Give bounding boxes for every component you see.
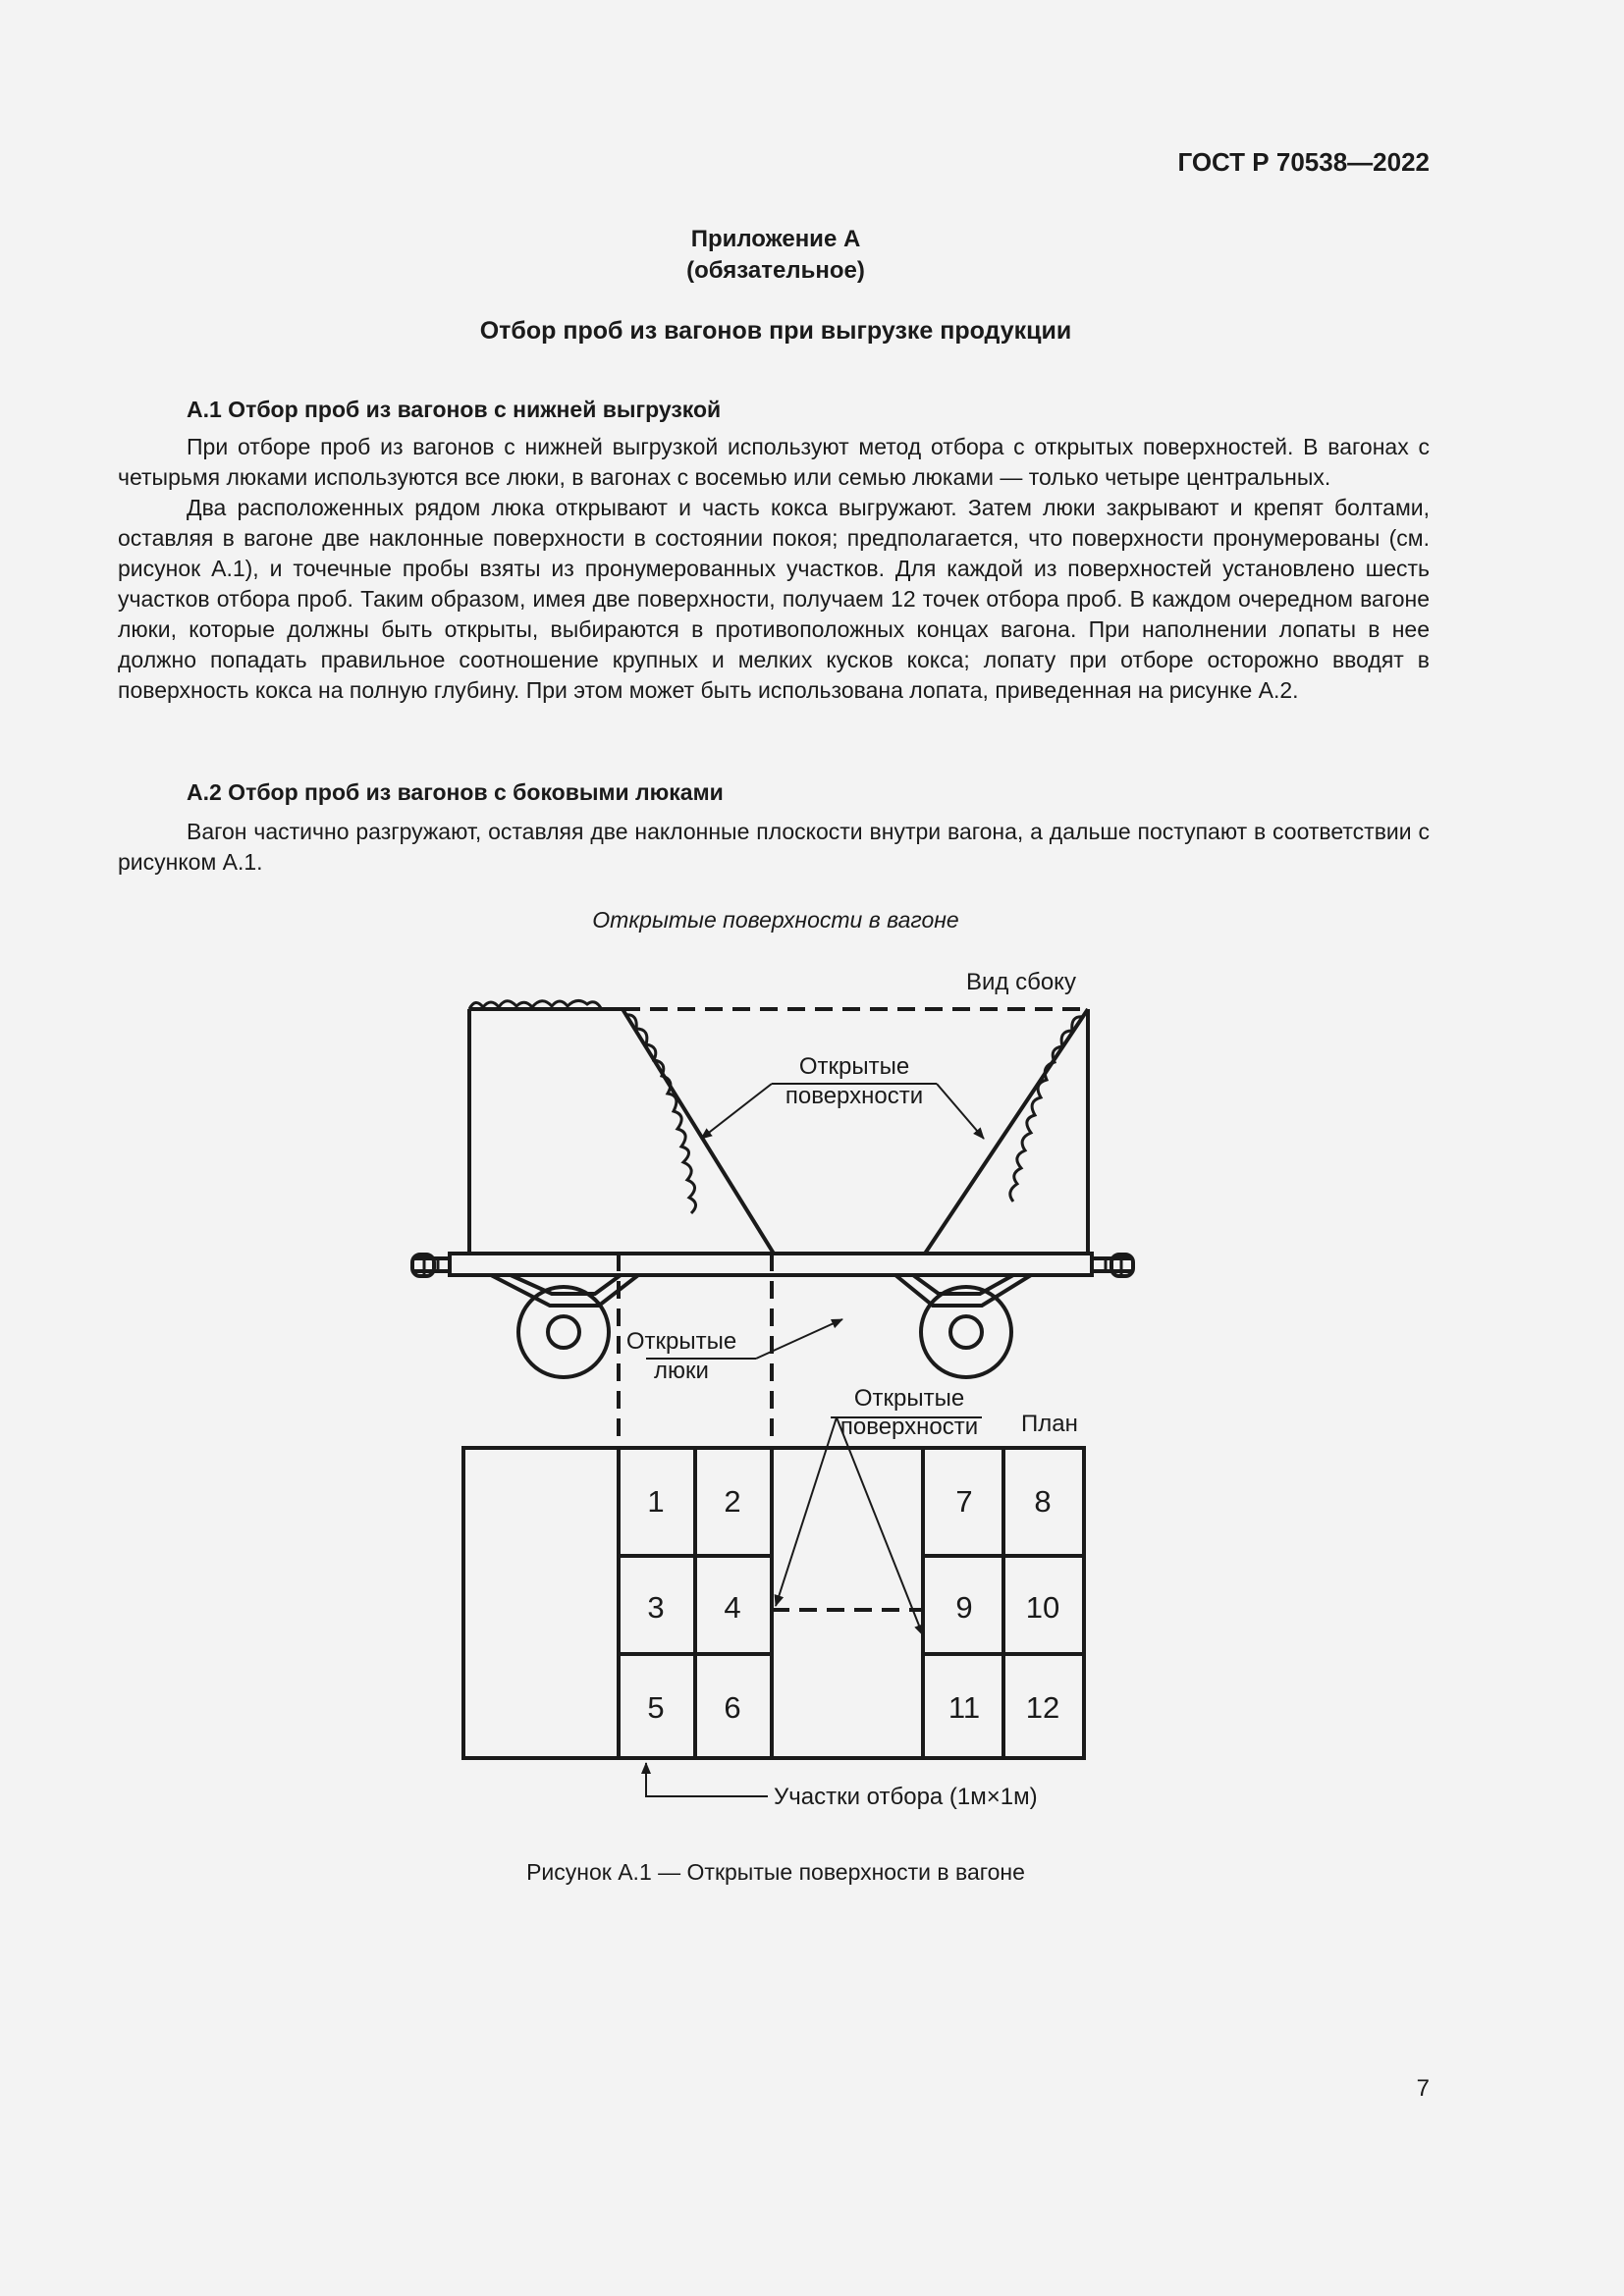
section-number: 7 xyxy=(955,1484,973,1519)
surfaces-label-1: Открытые xyxy=(798,1053,910,1080)
standard-number: ГОСТ Р 70538—2022 xyxy=(1177,147,1430,177)
section-title: Отбор проб из вагонов при выгрузке продукции xyxy=(479,317,1072,345)
section-number: 2 xyxy=(724,1484,741,1519)
subsection-a2-heading: А.2 Отбор проб из вагонов с боковыми люками xyxy=(187,779,724,805)
hatches-label-1: Открытые xyxy=(625,1328,737,1355)
figure-subtitle: Открытые поверхности в вагоне xyxy=(592,907,959,933)
section-number: 12 xyxy=(1025,1690,1060,1725)
wagon-side-view xyxy=(469,1000,1088,1254)
surfaces-label-2: поверхности xyxy=(785,1083,924,1109)
areas-label: Участки отбора (1м×1м) xyxy=(774,1784,1038,1810)
section-number: 9 xyxy=(955,1590,973,1625)
section-number: 10 xyxy=(1025,1590,1060,1625)
plan-surfaces-label-2: поверхности xyxy=(839,1414,979,1440)
section-number: 5 xyxy=(647,1690,665,1725)
subsection-a1-heading: А.1 Отбор проб из вагонов с нижней выгрузкой xyxy=(187,397,722,422)
section-number: 11 xyxy=(947,1690,981,1725)
wagon-wheels xyxy=(518,1287,1011,1377)
plan-label: План xyxy=(1021,1411,1078,1437)
figure-caption: Рисунок А.1 — Открытые поверхности в вагоне xyxy=(526,1859,1025,1885)
section-number: 1 xyxy=(647,1484,665,1519)
page-number: 7 xyxy=(1416,2075,1430,2102)
side-view-label: Вид сбоку xyxy=(966,969,1076,995)
plan-surfaces-label-1: Открытые xyxy=(853,1385,965,1412)
section-number: 4 xyxy=(724,1590,741,1625)
section-number: 6 xyxy=(724,1690,741,1725)
annex-label: Приложение А xyxy=(690,226,861,252)
paragraph: При отборе проб из вагонов с нижней выгрузкой используют метод отбора с открытых поверхностей. В вагонах с четырьмя люками используются все люки, в вагонах с восемью или семью люками — только четыре центральных. xyxy=(118,434,1430,490)
hatches-label-2: люки xyxy=(654,1358,709,1384)
section-number: 3 xyxy=(647,1590,665,1625)
paragraph: Вагон частично разгружают, оставляя две наклонные плоскости внутри вагона, а дальше поступают в соответствии с рисунком А.1. xyxy=(118,819,1430,875)
wagon-plan-view xyxy=(463,1448,1084,1758)
annex-status: (обязательное) xyxy=(686,257,865,284)
paragraph: Два расположенных рядом люка открывают и часть кокса выгружают. Затем люки закрывают и крепят болтами, оставляя в вагоне две наклонные поверхности в состоянии покоя; предполагается, что поверхности пронумерованы (см. рисунок А.1), и точечные пробы взяты из пронумерованных участков. Для каждой из поверхностей установлено шесть участков отбора проб. Таким образом, имея две поверхности, получаем 12 точек отбора проб. В каждом очередном вагоне люки, которые должны быть открыты, выбираются в противоположных концах вагона. При наполнении лопаты в нее должно попадать правильное соотношение крупных и мелких кусков кокса; лопату при отборе осторожно вводят в поверхность кокса на полную глубину. При этом может быть использована лопата, приведенная на рисунке А.2. xyxy=(118,495,1430,703)
section-number: 8 xyxy=(1034,1484,1052,1519)
